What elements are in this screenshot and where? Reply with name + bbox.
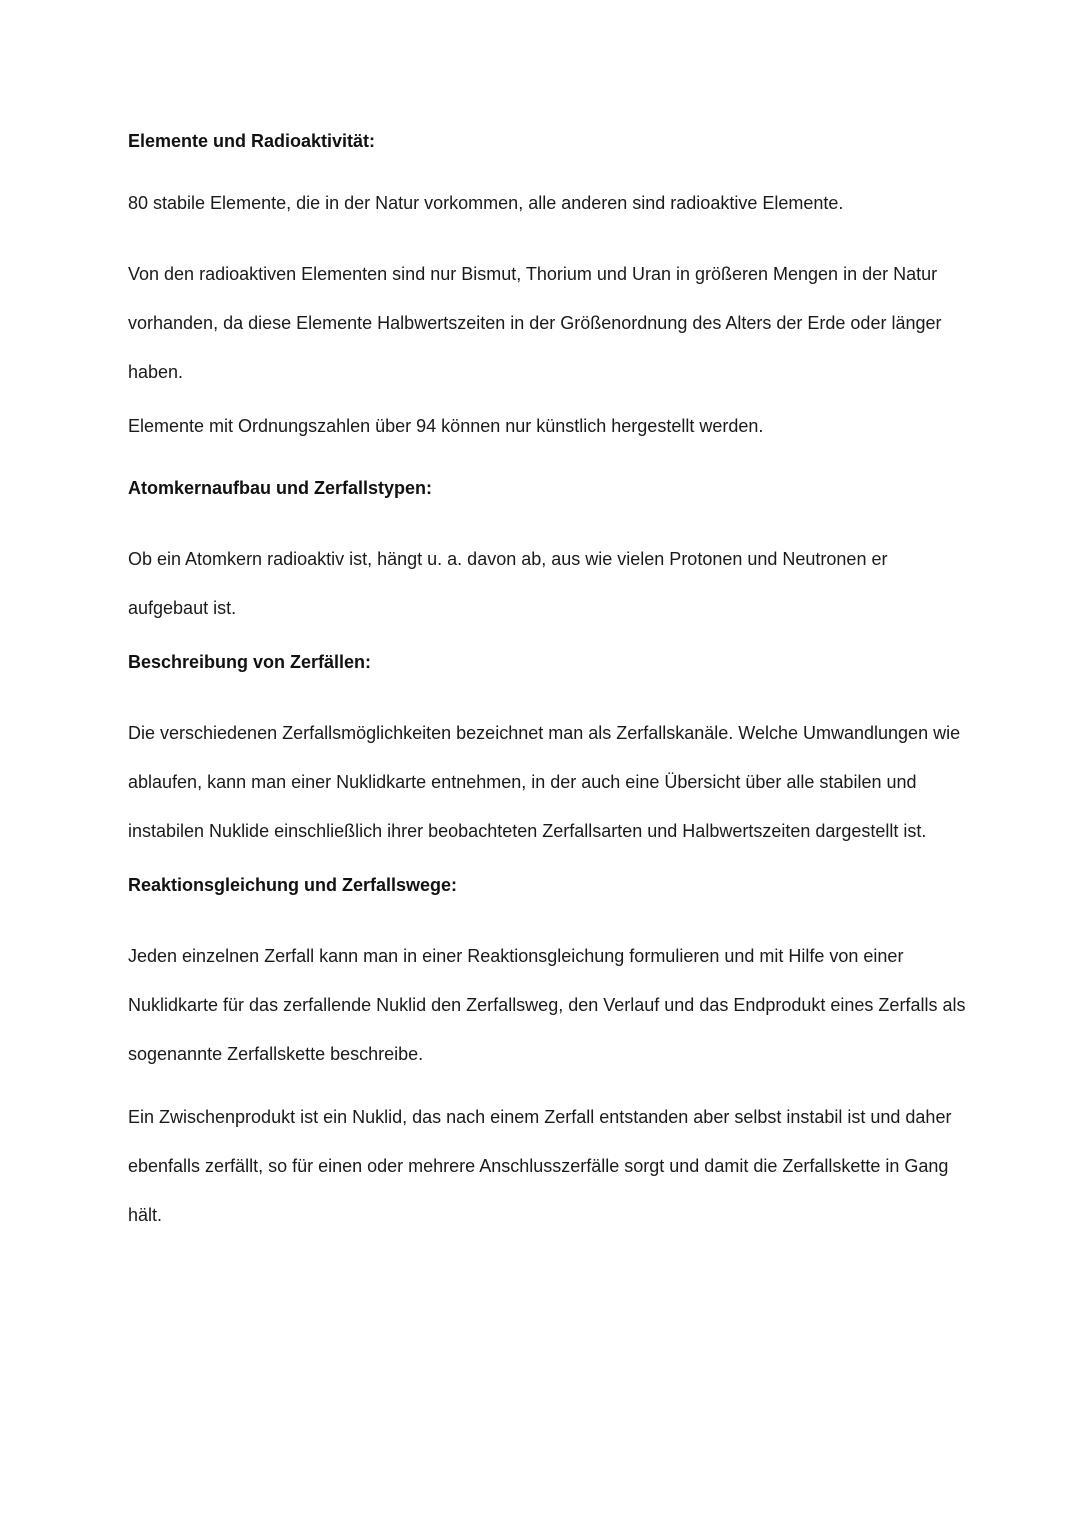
section-heading: Reaktionsgleichung und Zerfallswege:	[128, 875, 458, 895]
paragraph: Jeden einzelnen Zerfall kann man in einer Reaktionsgleichung formulieren und mit Hilfe von einer Nuklidkarte für das zerfallende Nuklid den Zerfallsweg, den Verlauf und das Endprodukt eines Zerfalls als sogenannte Zerfallskette beschreibe.	[128, 946, 966, 1064]
paragraph: Ein Zwischenprodukt ist ein Nuklid, das nach einem Zerfall entstanden aber selbst instabil ist und daher ebenfalls zerfällt, so für einen oder mehrere Anschlusszerfälle sorgt und damit die Zerfallskette in Gang hält.	[128, 1107, 952, 1225]
paragraph: Ob ein Atomkern radioaktiv ist, hängt u. a. davon ab, aus wie vielen Protonen und Neutronen er aufgebaut ist.	[128, 549, 888, 618]
paragraph: 80 stabile Elemente, die in der Natur vorkommen, alle anderen sind radioaktive Elemente.	[128, 193, 844, 213]
section-heading: Atomkernaufbau und Zerfallstypen:	[128, 478, 433, 498]
paragraph: Elemente mit Ordnungszahlen über 94 können nur künstlich hergestellt werden.	[128, 416, 764, 436]
section-heading: Elemente und Radioaktivität:	[128, 131, 376, 151]
document-body	[128, 126, 968, 1254]
paragraph: Von den radioaktiven Elementen sind nur Bismut, Thorium und Uran in größeren Mengen in der Natur vorhanden, da diese Elemente Halbwertszeiten in der Größenordnung des Alters der Erde oder länger haben.	[128, 264, 942, 382]
paragraph: Die verschiedenen Zerfallsmöglichkeiten bezeichnet man als Zerfallskanäle. Welche Umwandlungen wie ablaufen, kann man einer Nuklidkarte entnehmen, in der auch eine Übersicht über alle stabilen und instabilen Nuklide einschließlich ihrer beobachteten Zerfallsarten und Halbwertszeiten dargestellt ist.	[128, 723, 961, 841]
section-heading: Beschreibung von Zerfällen:	[128, 652, 372, 672]
